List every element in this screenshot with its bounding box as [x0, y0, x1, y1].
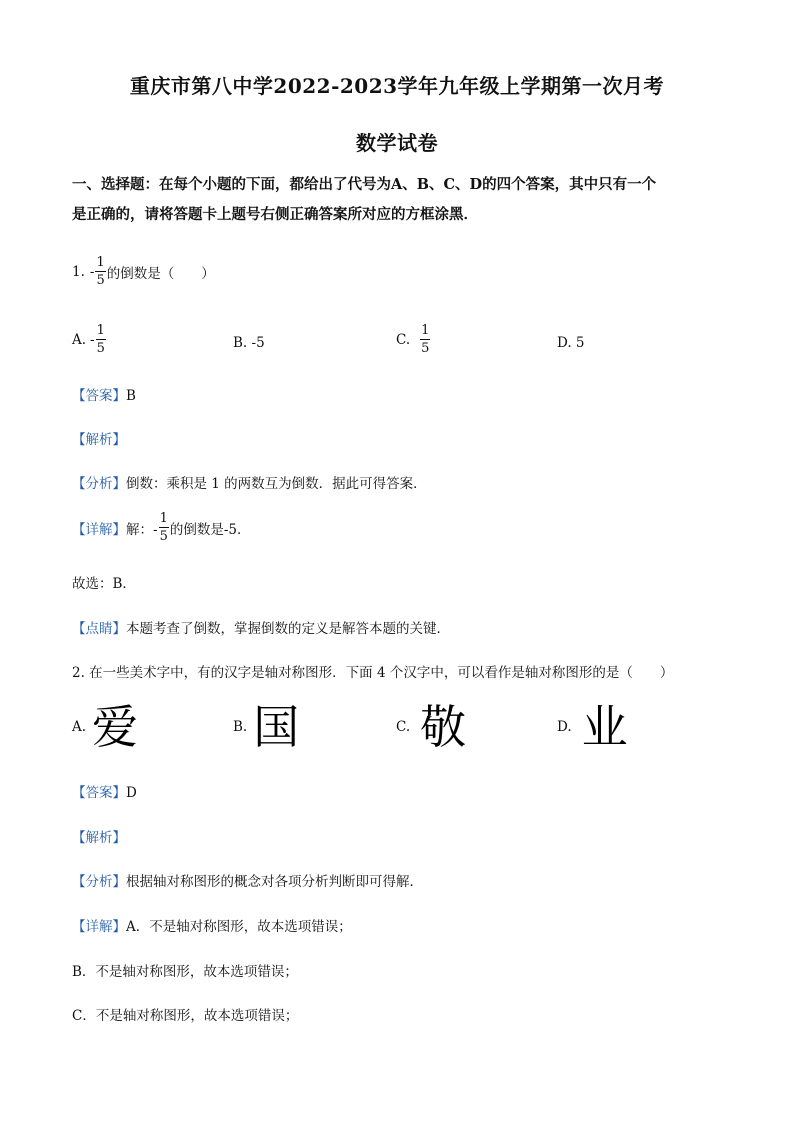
- xiangjie-tag: 【详解】: [72, 521, 126, 538]
- xiangjie-prefix: 解：-: [126, 521, 158, 538]
- xiangjie-text: A．不是轴对称图形，故本选项错误；: [126, 919, 352, 935]
- option-c: [396, 700, 467, 754]
- xiangjie-line: [72, 915, 352, 935]
- option-label: D.: [557, 719, 572, 735]
- option-character: 爱: [92, 700, 139, 754]
- answer-tag: 【答案】: [72, 785, 126, 801]
- fraction: [95, 256, 105, 287]
- exam-title: 重庆市第八中学2022-2023学年九年级上学期第一次月考: [129, 74, 665, 98]
- fraction-denominator: 5: [96, 273, 105, 288]
- question-1: [72, 256, 215, 287]
- option-b: B. -5: [233, 335, 265, 351]
- fraction-numerator: 1: [96, 323, 105, 338]
- fraction-numerator: 1: [96, 255, 105, 270]
- option-label: C.: [396, 331, 411, 348]
- explanation-b: B．不是轴对称图形，故本选项错误；: [72, 964, 298, 980]
- xiangjie-line: [72, 512, 251, 543]
- fraction-numerator: 1: [421, 323, 430, 338]
- dianjing-text: 本题考查了倒数，掌握倒数的定义是解答本题的关键．: [126, 621, 450, 637]
- fenxi-line: [72, 472, 427, 492]
- option-c: [396, 324, 431, 355]
- fenxi-tag: 【分析】: [72, 476, 126, 492]
- option-a: [72, 700, 139, 754]
- dianjing-line: [72, 617, 450, 637]
- question-2: 2. 在一些美术字中，有的汉字是轴对称图形．下面 4 个汉字中，可以看作是轴对称图形的是（ ）: [72, 665, 674, 681]
- option-label: A.: [72, 719, 87, 735]
- option-b: [233, 700, 300, 754]
- fenxi-text: 倒数：乘积是 1 的两数互为倒数．据此可得答案．: [126, 476, 427, 492]
- option-character: 业: [581, 700, 628, 754]
- fraction: [96, 324, 106, 355]
- fenxi-tag: 【分析】: [72, 874, 126, 890]
- fraction: [420, 324, 430, 355]
- option-d: [557, 700, 628, 754]
- fraction-denominator: 5: [159, 529, 168, 544]
- minus-sign: -: [90, 331, 95, 348]
- option-character: 国: [253, 700, 300, 754]
- fraction-denominator: 5: [421, 341, 430, 356]
- option-character: 敬: [420, 700, 467, 754]
- xiangjie-suffix: 的倒数是-5．: [169, 521, 251, 538]
- fenxi-line: [72, 870, 423, 890]
- option-label: C.: [396, 719, 411, 735]
- minus-sign: -: [89, 263, 95, 280]
- fraction-denominator: 5: [96, 341, 105, 356]
- section-instructions-line2: 是正确的，请将答题卡上题号右侧正确答案所对应的方框涂黑．: [72, 206, 478, 223]
- section-instructions-line1: 一、选择题：在每个小题的下面，都给出了代号为A、B、C、D的四个答案，其中只有一个: [72, 176, 657, 193]
- choice-line: 故选：B．: [72, 576, 136, 592]
- answer-value: B: [126, 388, 136, 404]
- fraction-numerator: 1: [159, 511, 168, 526]
- question-stem: 的倒数是（ ）: [106, 265, 215, 282]
- xiangjie-tag: 【详解】: [72, 919, 126, 935]
- option-d: D. 5: [557, 335, 585, 351]
- explanation-c: C．不是轴对称图形，故本选项错误；: [72, 1008, 299, 1024]
- answer-line: [72, 384, 136, 404]
- answer-line: [72, 781, 137, 801]
- answer-value: D: [126, 785, 137, 801]
- option-a: [72, 324, 107, 355]
- analysis-tag: 【解析】: [72, 830, 126, 846]
- dianjing-tag: 【点睛】: [72, 621, 126, 637]
- question-number: 1.: [72, 263, 85, 280]
- fenxi-text: 根据轴对称图形的概念对各项分析判断即可得解．: [126, 874, 423, 890]
- answer-tag: 【答案】: [72, 388, 126, 404]
- exam-subtitle: 数学试卷: [356, 131, 438, 155]
- analysis-tag: 【解析】: [72, 432, 126, 448]
- option-label: A.: [72, 331, 87, 348]
- fraction: [159, 512, 169, 543]
- option-label: B.: [233, 719, 248, 735]
